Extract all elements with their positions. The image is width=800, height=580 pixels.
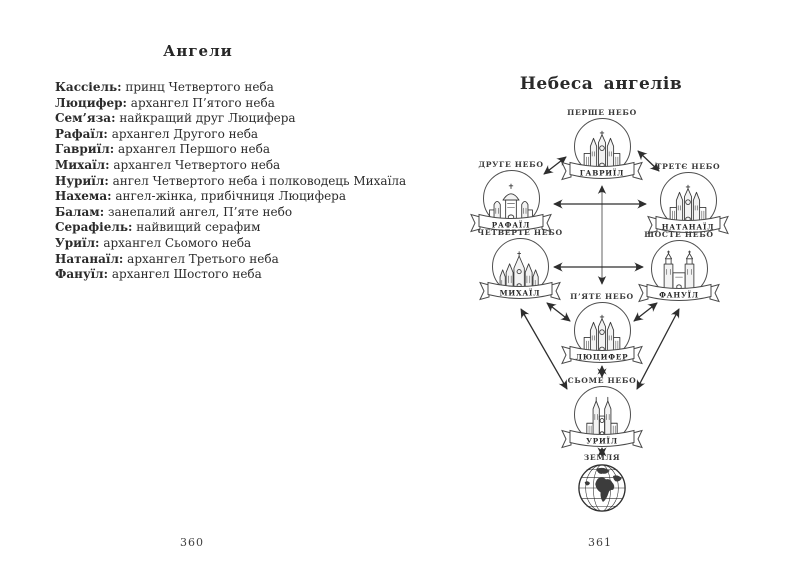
heaven-node-fanuil [634, 230, 724, 306]
left-page-title: Ангели [163, 42, 233, 60]
angel-name: Люцифер: [55, 95, 127, 110]
heaven-label: ЧЕТВЕРТЕ НЕБО [477, 228, 563, 237]
angel-desc: архангел Шостого неба [111, 267, 262, 282]
ribbon-banner [560, 158, 644, 184]
ribbon-banner [560, 426, 644, 452]
angel-desc: принц Четвертого неба [125, 80, 274, 94]
heaven-node-natanail [643, 162, 733, 238]
angel-desc: архангел Сьомого неба [103, 235, 252, 250]
angel-name: Нуриїл: [55, 173, 109, 188]
heaven-label: П’ЯТЕ НЕБО [570, 292, 634, 301]
angel-desc: архангел Третього неба [127, 251, 279, 266]
angel-name: Сем’яза: [55, 111, 116, 126]
angel-name: Серафіель: [55, 220, 133, 235]
page-number-left: 360 [180, 536, 204, 549]
ribbon-banner [478, 278, 562, 304]
angel-name-label: НАТАНАЇЛ [661, 222, 715, 232]
ribbon-banner [560, 342, 644, 368]
heaven-label: ПЕРШЕ НЕБО [567, 108, 637, 117]
angel-name: Нахема: [55, 189, 112, 204]
angel-desc: архангел Другого неба [111, 126, 259, 141]
page-number-right: 361 [588, 536, 612, 549]
right-page-title: Небеса ангелів [519, 74, 683, 94]
angel-name: Уриїл: [55, 235, 100, 250]
angel-name: Рафаїл: [55, 126, 108, 141]
heaven-node-uryil [557, 376, 647, 452]
angel-name: Натанаїл: [55, 251, 124, 266]
angel-desc: занепалий ангел, П’яте небо [107, 204, 293, 219]
globe-icon [577, 463, 627, 513]
heaven-node-gavriil [557, 108, 647, 184]
angel-name-label: ФАНУЇЛ [659, 290, 699, 300]
angel-name-label: ГАВРИЇЛ [579, 168, 625, 178]
angel-name: Михаїл: [55, 157, 110, 172]
angel-name-label: ЛЮЦИФЕР [575, 352, 629, 362]
angel-name-label: УРИЇЛ [586, 436, 618, 446]
angel-desc: архангел Першого неба [117, 142, 270, 157]
angel-desc: ангел-жінка, прибічниця Люцифера [115, 189, 347, 204]
heaven-label: ДРУГЕ НЕБО [478, 160, 544, 169]
angel-name: Фануїл: [55, 267, 109, 282]
angel-desc: найкращий друг Люцифера [119, 111, 296, 126]
angel-name: Балам: [55, 204, 105, 219]
heaven-node-lucifer [557, 292, 647, 368]
angel-desc: ангел Четвертого неба і полководець Михаїла [112, 173, 407, 188]
heaven-label: СЬОМЕ НЕБО [567, 376, 637, 385]
ribbon-banner [637, 280, 721, 306]
angel-name-label: РАФАЇЛ [491, 220, 531, 230]
heaven-node-mykhail [475, 228, 565, 304]
earth-node [557, 453, 647, 513]
heaven-node-rafail [466, 160, 556, 236]
earth-label: ЗЕМЛЯ [583, 453, 621, 462]
angel-desc: архангел Четвертого неба [113, 157, 281, 172]
angel-name: Гавриїл: [55, 142, 115, 157]
angel-name-label: МИХАЇЛ [499, 288, 541, 298]
angel-desc: архангел П’ятого неба [130, 95, 275, 110]
angel-desc: найвищий серафим [136, 220, 261, 235]
angel-name: Кассіель: [55, 80, 122, 94]
heaven-label: ТРЕТЄ НЕБО [655, 162, 721, 171]
heaven-label: ШОСТЕ НЕБО [644, 230, 714, 239]
